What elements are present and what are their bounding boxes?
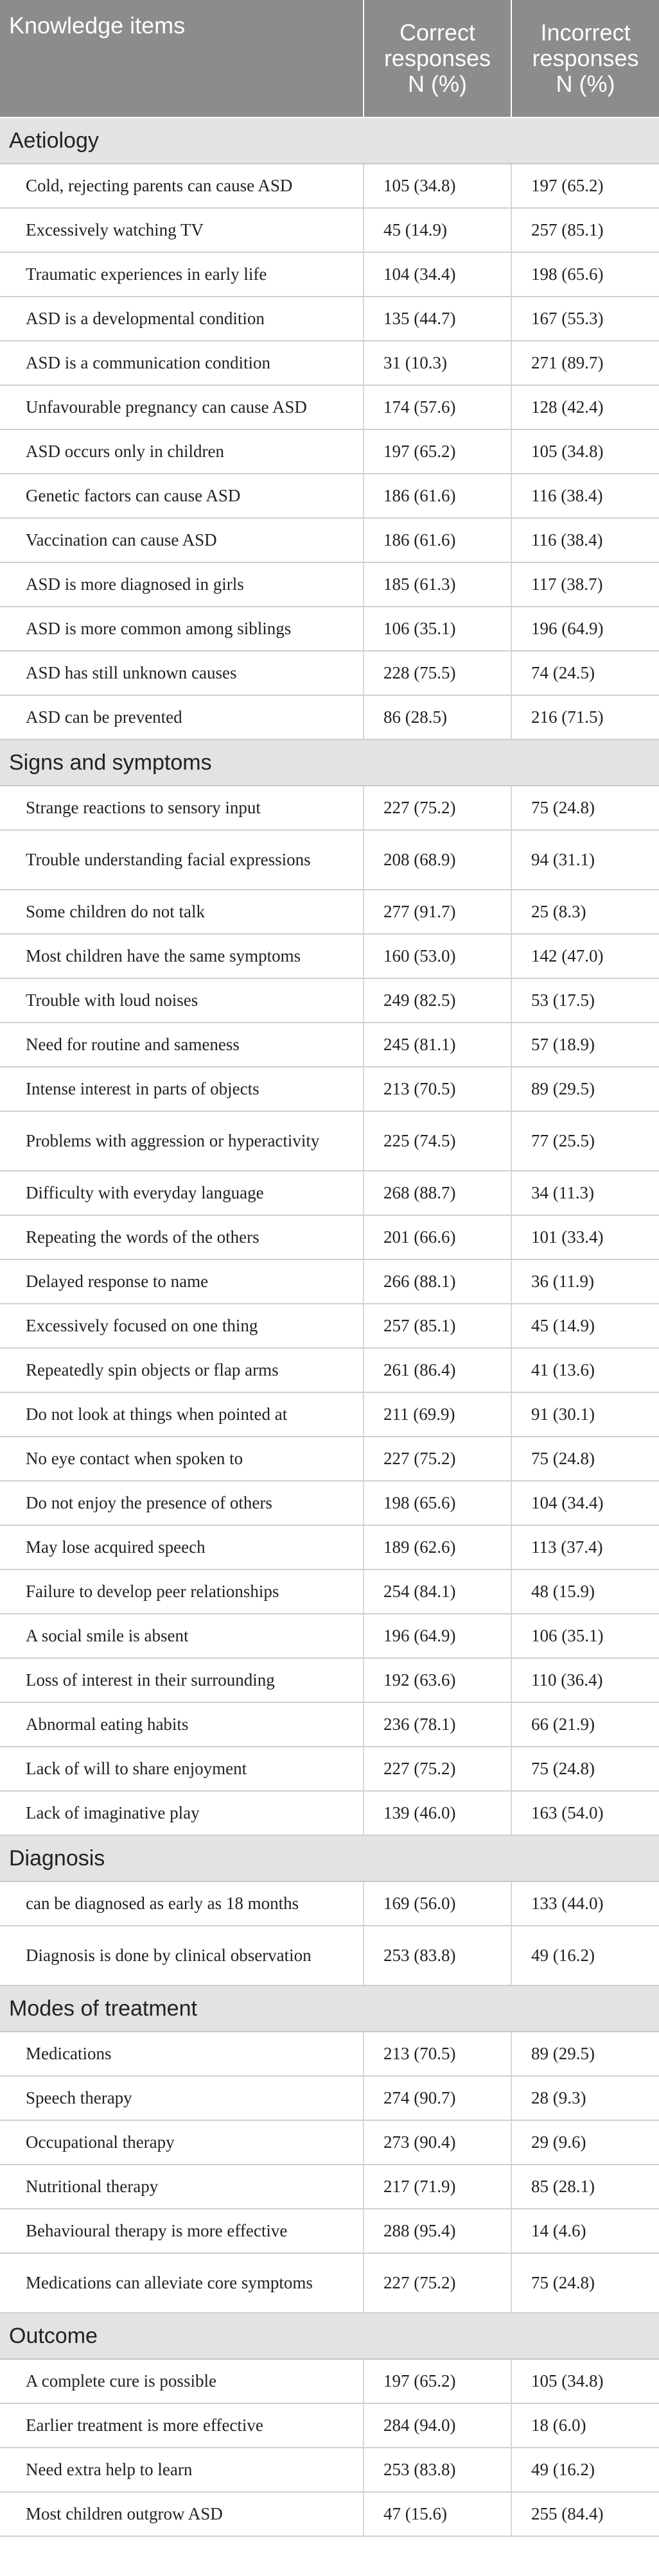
table-row <box>0 2209 659 2253</box>
table-row <box>0 651 659 695</box>
knowledge-item-cell: No eye contact when spoken to <box>0 1437 364 1481</box>
correct-responses-cell: 288 (95.4) <box>364 2209 511 2253</box>
table-row <box>0 2120 659 2165</box>
incorrect-responses-cell: 271 (89.7) <box>511 341 659 385</box>
section-header-row <box>0 117 659 164</box>
header-knowledge-items: Knowledge items <box>0 0 364 117</box>
table-row <box>0 1791 659 1835</box>
correct-responses-cell: 197 (65.2) <box>364 429 511 474</box>
section-header-row <box>0 1985 659 2032</box>
incorrect-responses-cell: 196 (64.9) <box>511 607 659 651</box>
correct-responses-cell: 228 (75.5) <box>364 651 511 695</box>
correct-responses-cell: 227 (75.2) <box>364 786 511 830</box>
correct-responses-cell: 186 (61.6) <box>364 474 511 518</box>
knowledge-item-cell: ASD has still unknown causes <box>0 651 364 695</box>
incorrect-responses-cell: 49 (16.2) <box>511 2448 659 2492</box>
section-header-row <box>0 739 659 786</box>
table-header <box>0 0 659 117</box>
knowledge-item-cell: Nutritional therapy <box>0 2165 364 2209</box>
table-row <box>0 1111 659 1171</box>
correct-responses-cell: 257 (85.1) <box>364 1304 511 1348</box>
knowledge-item-cell: Diagnosis is done by clinical observation <box>0 1926 364 1985</box>
incorrect-responses-cell: 77 (25.5) <box>511 1111 659 1171</box>
correct-responses-cell: 227 (75.2) <box>364 1747 511 1791</box>
incorrect-responses-cell: 49 (16.2) <box>511 1926 659 1985</box>
correct-responses-cell: 253 (83.8) <box>364 1926 511 1985</box>
correct-responses-cell: 196 (64.9) <box>364 1614 511 1658</box>
knowledge-item-cell: can be diagnosed as early as 18 months <box>0 1881 364 1926</box>
table-row <box>0 2359 659 2403</box>
knowledge-item-cell: ASD is more diagnosed in girls <box>0 562 364 607</box>
correct-responses-cell: 249 (82.5) <box>364 978 511 1023</box>
knowledge-item-cell: Need extra help to learn <box>0 2448 364 2492</box>
knowledge-item-cell: Need for routine and sameness <box>0 1023 364 1067</box>
knowledge-item-cell: Strange reactions to sensory input <box>0 786 364 830</box>
table-row <box>0 1259 659 1304</box>
correct-responses-cell: 106 (35.1) <box>364 607 511 651</box>
table-row <box>0 1614 659 1658</box>
correct-responses-cell: 47 (15.6) <box>364 2492 511 2536</box>
incorrect-responses-cell: 57 (18.9) <box>511 1023 659 1067</box>
knowledge-item-cell: Most children have the same symptoms <box>0 934 364 978</box>
table-row <box>0 297 659 341</box>
knowledge-item-cell: Cold, rejecting parents can cause ASD <box>0 164 364 208</box>
incorrect-responses-cell: 116 (38.4) <box>511 474 659 518</box>
knowledge-item-cell: Trouble with loud noises <box>0 978 364 1023</box>
correct-responses-cell: 86 (28.5) <box>364 695 511 739</box>
correct-responses-cell: 277 (91.7) <box>364 890 511 934</box>
knowledge-item-cell: A social smile is absent <box>0 1614 364 1658</box>
incorrect-responses-cell: 75 (24.8) <box>511 1747 659 1791</box>
section-title: Signs and symptoms <box>0 739 659 786</box>
table-row <box>0 1702 659 1747</box>
knowledge-item-cell: Repeating the words of the others <box>0 1215 364 1259</box>
incorrect-responses-cell: 29 (9.6) <box>511 2120 659 2165</box>
section-header-row <box>0 1835 659 1881</box>
table-row <box>0 2403 659 2448</box>
incorrect-responses-cell: 91 (30.1) <box>511 1392 659 1437</box>
knowledge-item-cell: Difficulty with everyday language <box>0 1171 364 1215</box>
incorrect-responses-cell: 117 (38.7) <box>511 562 659 607</box>
incorrect-responses-cell: 41 (13.6) <box>511 1348 659 1392</box>
incorrect-responses-cell: 104 (34.4) <box>511 1481 659 1525</box>
table-row <box>0 1481 659 1525</box>
table-row <box>0 830 659 890</box>
table-row <box>0 890 659 934</box>
table-row <box>0 2165 659 2209</box>
correct-responses-cell: 225 (74.5) <box>364 1111 511 1171</box>
table-row <box>0 429 659 474</box>
table-row <box>0 2076 659 2120</box>
correct-responses-cell: 227 (75.2) <box>364 1437 511 1481</box>
incorrect-responses-cell: 75 (24.8) <box>511 2253 659 2313</box>
section-title: Diagnosis <box>0 1835 659 1881</box>
correct-responses-cell: 213 (70.5) <box>364 2032 511 2076</box>
incorrect-responses-cell: 167 (55.3) <box>511 297 659 341</box>
knowledge-item-cell: Excessively watching TV <box>0 208 364 252</box>
correct-responses-cell: 211 (69.9) <box>364 1392 511 1437</box>
incorrect-responses-cell: 36 (11.9) <box>511 1259 659 1304</box>
knowledge-item-cell: Traumatic experiences in early life <box>0 252 364 297</box>
table-row <box>0 208 659 252</box>
knowledge-item-cell: ASD can be prevented <box>0 695 364 739</box>
incorrect-responses-cell: 106 (35.1) <box>511 1614 659 1658</box>
correct-responses-cell: 186 (61.6) <box>364 518 511 562</box>
knowledge-item-cell: ASD is a communication condition <box>0 341 364 385</box>
header-incorrect-responses: Incorrect responses N (%) <box>511 0 659 117</box>
correct-responses-cell: 213 (70.5) <box>364 1067 511 1111</box>
knowledge-item-cell: ASD is more common among siblings <box>0 607 364 651</box>
correct-responses-cell: 185 (61.3) <box>364 562 511 607</box>
knowledge-item-cell: Do not look at things when pointed at <box>0 1392 364 1437</box>
incorrect-responses-cell: 18 (6.0) <box>511 2403 659 2448</box>
correct-responses-cell: 197 (65.2) <box>364 2359 511 2403</box>
incorrect-responses-cell: 14 (4.6) <box>511 2209 659 2253</box>
knowledge-item-cell: Abnormal eating habits <box>0 1702 364 1747</box>
correct-responses-cell: 45 (14.9) <box>364 208 511 252</box>
table-row <box>0 1525 659 1569</box>
knowledge-item-cell: ASD is a developmental condition <box>0 297 364 341</box>
table-row <box>0 978 659 1023</box>
knowledge-item-cell: Delayed response to name <box>0 1259 364 1304</box>
knowledge-item-cell: Repeatedly spin objects or flap arms <box>0 1348 364 1392</box>
incorrect-responses-cell: 53 (17.5) <box>511 978 659 1023</box>
table-row <box>0 934 659 978</box>
incorrect-responses-cell: 105 (34.8) <box>511 429 659 474</box>
knowledge-item-cell: Occupational therapy <box>0 2120 364 2165</box>
correct-responses-cell: 268 (88.7) <box>364 1171 511 1215</box>
table-row <box>0 341 659 385</box>
knowledge-item-cell: Excessively focused on one thing <box>0 1304 364 1348</box>
table-row <box>0 385 659 429</box>
knowledge-item-cell: Some children do not talk <box>0 890 364 934</box>
correct-responses-cell: 174 (57.6) <box>364 385 511 429</box>
incorrect-responses-cell: 48 (15.9) <box>511 1569 659 1614</box>
incorrect-responses-cell: 75 (24.8) <box>511 1437 659 1481</box>
correct-responses-cell: 284 (94.0) <box>364 2403 511 2448</box>
knowledge-item-cell: May lose acquired speech <box>0 1525 364 1569</box>
incorrect-responses-cell: 94 (31.1) <box>511 830 659 890</box>
incorrect-responses-cell: 105 (34.8) <box>511 2359 659 2403</box>
incorrect-responses-cell: 198 (65.6) <box>511 252 659 297</box>
incorrect-responses-cell: 110 (36.4) <box>511 1658 659 1702</box>
table-row <box>0 786 659 830</box>
table-row <box>0 1067 659 1111</box>
correct-responses-cell: 31 (10.3) <box>364 341 511 385</box>
correct-responses-cell: 201 (66.6) <box>364 1215 511 1259</box>
section-title: Aetiology <box>0 117 659 164</box>
correct-responses-cell: 139 (46.0) <box>364 1791 511 1835</box>
correct-responses-cell: 274 (90.7) <box>364 2076 511 2120</box>
correct-responses-cell: 192 (63.6) <box>364 1658 511 1702</box>
knowledge-item-cell: Medications can alleviate core symptoms <box>0 2253 364 2313</box>
table-row <box>0 1437 659 1481</box>
correct-responses-cell: 104 (34.4) <box>364 252 511 297</box>
knowledge-item-cell: Lack of imaginative play <box>0 1791 364 1835</box>
section-title: Outcome <box>0 2313 659 2359</box>
correct-responses-cell: 273 (90.4) <box>364 2120 511 2165</box>
table-row <box>0 1881 659 1926</box>
table-row <box>0 1171 659 1215</box>
table-row <box>0 1658 659 1702</box>
correct-responses-cell: 160 (53.0) <box>364 934 511 978</box>
table-row <box>0 1304 659 1348</box>
correct-responses-cell: 261 (86.4) <box>364 1348 511 1392</box>
table-row <box>0 2448 659 2492</box>
incorrect-responses-cell: 25 (8.3) <box>511 890 659 934</box>
table-row <box>0 1392 659 1437</box>
correct-responses-cell: 189 (62.6) <box>364 1525 511 1569</box>
knowledge-item-cell: Genetic factors can cause ASD <box>0 474 364 518</box>
table-row <box>0 164 659 208</box>
correct-responses-cell: 245 (81.1) <box>364 1023 511 1067</box>
correct-responses-cell: 198 (65.6) <box>364 1481 511 1525</box>
table-row <box>0 607 659 651</box>
incorrect-responses-cell: 255 (84.4) <box>511 2492 659 2536</box>
incorrect-responses-cell: 45 (14.9) <box>511 1304 659 1348</box>
table-row <box>0 518 659 562</box>
incorrect-responses-cell: 75 (24.8) <box>511 786 659 830</box>
incorrect-responses-cell: 34 (11.3) <box>511 1171 659 1215</box>
table-body <box>0 117 659 2536</box>
incorrect-responses-cell: 113 (37.4) <box>511 1525 659 1569</box>
knowledge-item-cell: A complete cure is possible <box>0 2359 364 2403</box>
table-row <box>0 474 659 518</box>
correct-responses-cell: 105 (34.8) <box>364 164 511 208</box>
table-row <box>0 2492 659 2536</box>
header-row <box>0 0 659 117</box>
incorrect-responses-cell: 197 (65.2) <box>511 164 659 208</box>
table-row <box>0 1926 659 1985</box>
incorrect-responses-cell: 74 (24.5) <box>511 651 659 695</box>
incorrect-responses-cell: 28 (9.3) <box>511 2076 659 2120</box>
correct-responses-cell: 236 (78.1) <box>364 1702 511 1747</box>
correct-responses-cell: 208 (68.9) <box>364 830 511 890</box>
knowledge-item-cell: Speech therapy <box>0 2076 364 2120</box>
knowledge-item-cell: Most children outgrow ASD <box>0 2492 364 2536</box>
table-row <box>0 1215 659 1259</box>
incorrect-responses-cell: 128 (42.4) <box>511 385 659 429</box>
incorrect-responses-cell: 257 (85.1) <box>511 208 659 252</box>
correct-responses-cell: 169 (56.0) <box>364 1881 511 1926</box>
table-row <box>0 1569 659 1614</box>
incorrect-responses-cell: 216 (71.5) <box>511 695 659 739</box>
knowledge-item-cell: Medications <box>0 2032 364 2076</box>
knowledge-item-cell: Problems with aggression or hyperactivity <box>0 1111 364 1171</box>
table-row <box>0 695 659 739</box>
knowledge-item-cell: Unfavourable pregnancy can cause ASD <box>0 385 364 429</box>
correct-responses-cell: 227 (75.2) <box>364 2253 511 2313</box>
knowledge-item-cell: Earlier treatment is more effective <box>0 2403 364 2448</box>
knowledge-item-cell: Failure to develop peer relationships <box>0 1569 364 1614</box>
incorrect-responses-cell: 66 (21.9) <box>511 1702 659 1747</box>
section-header-row <box>0 2313 659 2359</box>
incorrect-responses-cell: 89 (29.5) <box>511 1067 659 1111</box>
incorrect-responses-cell: 133 (44.0) <box>511 1881 659 1926</box>
incorrect-responses-cell: 89 (29.5) <box>511 2032 659 2076</box>
correct-responses-cell: 254 (84.1) <box>364 1569 511 1614</box>
table-row <box>0 2253 659 2313</box>
correct-responses-cell: 253 (83.8) <box>364 2448 511 2492</box>
table-row <box>0 1747 659 1791</box>
incorrect-responses-cell: 163 (54.0) <box>511 1791 659 1835</box>
table-row <box>0 252 659 297</box>
section-title: Modes of treatment <box>0 1985 659 2032</box>
table-row <box>0 2032 659 2076</box>
knowledge-item-cell: Do not enjoy the presence of others <box>0 1481 364 1525</box>
table-row <box>0 562 659 607</box>
incorrect-responses-cell: 142 (47.0) <box>511 934 659 978</box>
incorrect-responses-cell: 85 (28.1) <box>511 2165 659 2209</box>
table-row <box>0 1348 659 1392</box>
knowledge-item-cell: Trouble understanding facial expressions <box>0 830 364 890</box>
knowledge-item-cell: Behavioural therapy is more effective <box>0 2209 364 2253</box>
correct-responses-cell: 266 (88.1) <box>364 1259 511 1304</box>
knowledge-item-cell: Loss of interest in their surrounding <box>0 1658 364 1702</box>
knowledge-item-cell: ASD occurs only in children <box>0 429 364 474</box>
correct-responses-cell: 135 (44.7) <box>364 297 511 341</box>
correct-responses-cell: 217 (71.9) <box>364 2165 511 2209</box>
table-row <box>0 1023 659 1067</box>
knowledge-item-cell: Vaccination can cause ASD <box>0 518 364 562</box>
knowledge-item-cell: Intense interest in parts of objects <box>0 1067 364 1111</box>
incorrect-responses-cell: 116 (38.4) <box>511 518 659 562</box>
incorrect-responses-cell: 101 (33.4) <box>511 1215 659 1259</box>
knowledge-item-cell: Lack of will to share enjoyment <box>0 1747 364 1791</box>
header-correct-responses: Correct responses N (%) <box>364 0 511 117</box>
